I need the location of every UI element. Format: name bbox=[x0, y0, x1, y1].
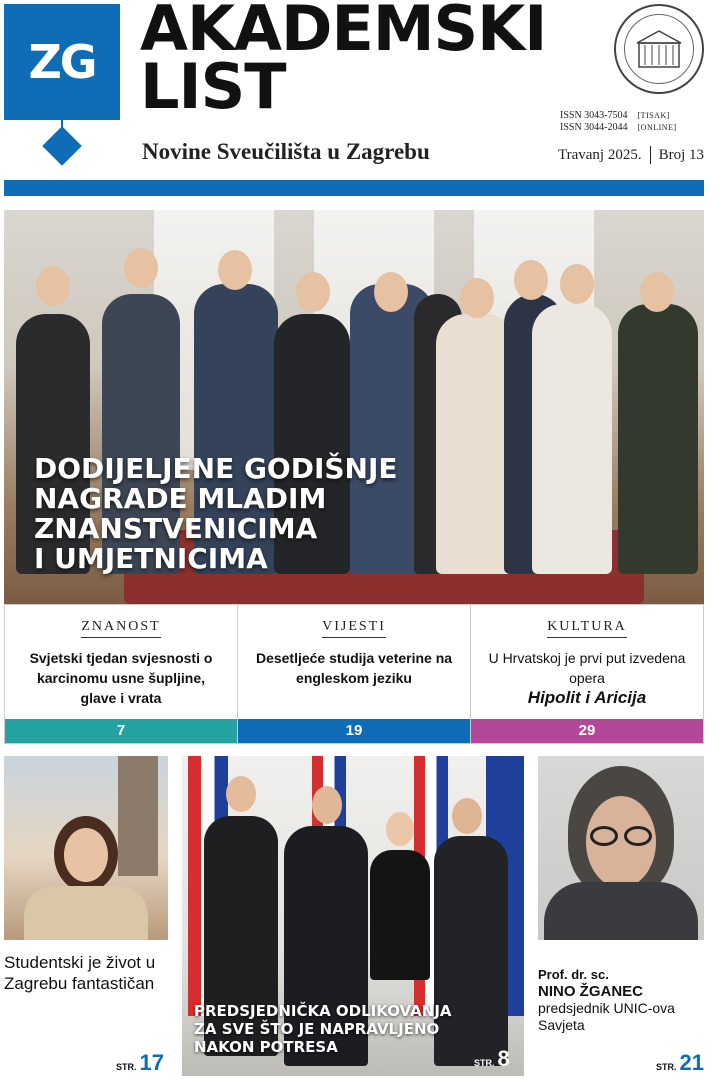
masthead-divider bbox=[4, 180, 704, 196]
section-teaser-text: Desetljeće studija veterine na engleskom jeziku bbox=[255, 650, 453, 686]
issue-number: Broj 13 bbox=[658, 146, 704, 163]
section-kultura[interactable] bbox=[471, 605, 703, 743]
issn-block: ISSN 3043-7504 [TISAK] ISSN 3044-2044 [ONLINE] bbox=[560, 110, 677, 133]
academic-title: Prof. dr. sc. bbox=[538, 967, 609, 982]
logo-diamond bbox=[42, 126, 82, 166]
university-seal bbox=[614, 4, 704, 94]
student-photo[interactable] bbox=[4, 756, 168, 940]
page-number: 7 bbox=[5, 719, 237, 743]
portrait-caption[interactable] bbox=[538, 966, 704, 1034]
seal-building-icon bbox=[631, 21, 687, 77]
portrait-photo[interactable] bbox=[538, 756, 704, 940]
person-role: predsjednik UNIC-ova Savjeta bbox=[538, 1000, 675, 1033]
newspaper-subtitle: Novine Sveučilišta u Zagrebu bbox=[142, 139, 430, 164]
student-teaser-text[interactable]: Studentski je život u Zagrebu fantastičan bbox=[4, 953, 156, 993]
page-number: 19 bbox=[238, 719, 470, 743]
issue-date: Travanj 2025. bbox=[557, 146, 642, 163]
page-ref-17: STR. 17 bbox=[116, 1050, 164, 1075]
section-teasers bbox=[4, 604, 704, 744]
page-ref-21: STR. 21 bbox=[656, 1050, 704, 1075]
section-label: VIJESTI bbox=[322, 619, 386, 638]
newspaper-title: AKADEMSKI LIST bbox=[140, 0, 547, 123]
section-label: KULTURA bbox=[547, 619, 627, 638]
section-label: ZNANOST bbox=[81, 619, 160, 638]
section-znanost[interactable] bbox=[5, 605, 238, 743]
page-ref-8: STR. 8 bbox=[474, 1046, 510, 1071]
opera-title: Hipolit i Aricija bbox=[527, 688, 647, 707]
section-teaser-text: U Hrvatskoj je prvi put izvedena opera Hipolit i Aricija bbox=[485, 648, 689, 708]
page-number: 29 bbox=[471, 719, 703, 743]
award-ceremony-photo[interactable] bbox=[182, 756, 524, 1076]
person-name: NINO ŽGANEC bbox=[538, 983, 643, 1000]
hero-photo[interactable] bbox=[4, 210, 704, 604]
section-teaser-text: Svjetski tjedan svjesnosti o karcinomu usne šupljine, glave i vrata bbox=[29, 650, 213, 706]
issue-info bbox=[558, 146, 704, 164]
ceremony-headline[interactable]: PREDSJEDNIČKA ODLIKOVANJA ZA SVE ŠTO JE NAPRAVLJENO NAKON POTRESA bbox=[194, 1002, 452, 1056]
section-vijesti[interactable] bbox=[238, 605, 471, 743]
hero-headline[interactable]: DODIJELJENE GODIŠNJE NAGRADE MLADIM ZNANSTVENICIMA I UMJETNICIMA bbox=[34, 452, 398, 575]
zg-logo: ZG bbox=[4, 4, 120, 120]
